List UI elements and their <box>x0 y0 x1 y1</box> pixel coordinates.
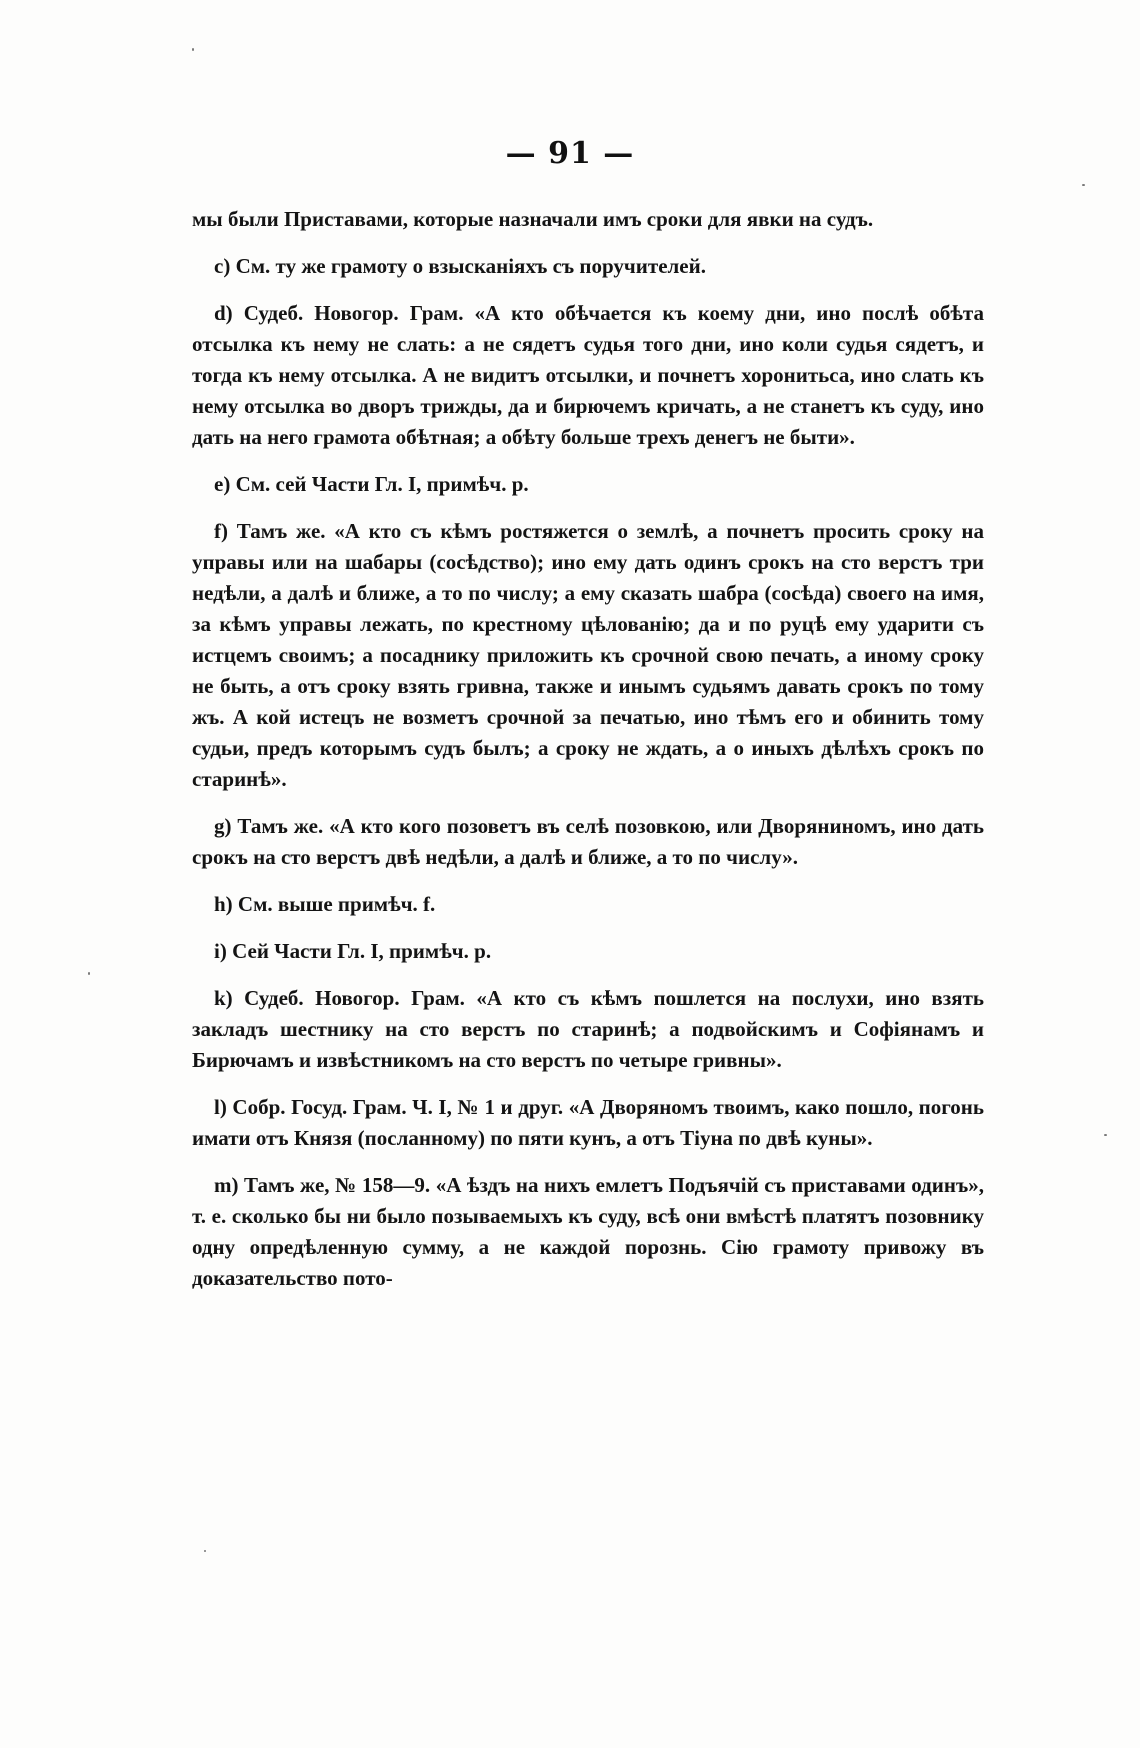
scan-speck <box>192 48 194 51</box>
footnote-l: l) Собр. Госуд. Грам. Ч. I, № 1 и друг. «А Дворяномъ твоимъ, како пошло, погонь имати отъ Князя (посланному) по пяти кунъ, а отъ Тiуна по двѣ куны». <box>192 1095 984 1150</box>
page-number: — 91 — <box>505 136 635 171</box>
footnote-h: h) См. выше примѣч. f. <box>214 892 436 916</box>
body-text <box>192 204 984 1310</box>
footnote-f: f) Тамъ же. «А кто съ кѣмъ ростяжется о землѣ, а почнетъ просить сроку на управы или на шабары (сосѣдство); ино ему дать одинъ срокъ на сто верстъ три недѣли, а далѣ и ближе, а то по числу; а ему сказать шабра (сосѣда) своего на имя, за кѣмъ управы лежать, по крестному цѣлованiю; да и по руцѣ ему ударити съ истцемъ своимъ; а посаднику приложить къ срочной свою печать, а иному сроку не быть, а отъ сроку взять гривна, также и инымъ судьямъ давать срокъ по тому жъ. А кой истецъ не возметъ срочной за печатью, ино тѣмъ его и обинить тому судьи, предъ которымъ судъ былъ; а сроку не ждать, а о иныхъ дѣлѣхъ срокъ по старинѣ». <box>192 519 984 791</box>
scan-speck <box>204 1550 206 1552</box>
footnote-e: e) См. сей Части Гл. I, примѣч. p. <box>214 472 529 496</box>
footnote-d: d) Судеб. Новогор. Грам. «А кто обѣчается къ коему дни, ино послѣ обѣта отсылка къ нему не слать: а не сядетъ судья того дни, ино коли судья сядетъ, и тогда къ нему отсылка. А не видитъ отсылки, и почнетъ хоронитьса, ино слать къ нему отсылка во дворъ трижды, да и бирючемъ кричать, а не станетъ къ суду, ино дать на него грамота обѣтная; а обѣту больше трехъ денегъ не быти». <box>192 301 984 449</box>
footnote-k: k) Судеб. Новогор. Грам. «А кто съ кѣмъ пошлется на послухи, ино взять закладъ шестнику на сто верстъ по старинѣ; а подвойскимъ и Софiянамъ и Бирючамъ и извѣстникомъ на сто верстъ по четыре гривны». <box>192 986 984 1072</box>
footnote-g: g) Тамъ же. «А кто кого позоветъ въ селѣ позовкою, или Дворяниномъ, ино дать срокъ на сто верстъ двѣ недѣли, а далѣ и ближе, а то по числу». <box>192 814 984 869</box>
footnote-m: m) Тамъ же, № 158—9. «А ѣздъ на нихъ емлетъ Подъячiй съ приставами одинъ», т. е. сколько бы ни было позываемыхъ къ суду, всѣ они вмѣстѣ платятъ позовнику одну опредѣленную сумму, а не каждой порознь. Сiю грамоту привожу въ доказательство пото- <box>192 1173 984 1290</box>
scan-speck <box>1082 184 1085 186</box>
footnote-i: i) Сей Части Гл. I, примѣч. p. <box>214 939 492 963</box>
paragraph-continuation: мы были Приставами, которые назначали имъ сроки для явки на судъ. <box>192 207 874 231</box>
scan-speck <box>1104 1134 1107 1136</box>
scan-speck <box>88 972 90 975</box>
footnote-c: c) См. ту же грамоту о взысканiяхъ съ поручителей. <box>214 254 706 278</box>
